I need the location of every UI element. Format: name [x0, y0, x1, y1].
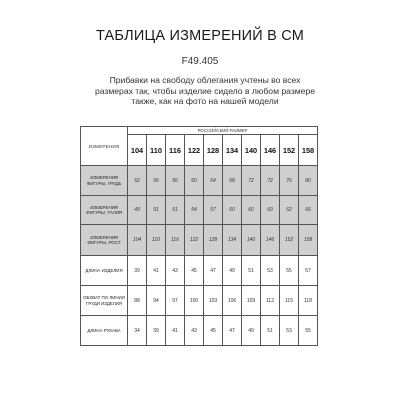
- measurement-row: [81, 225, 318, 256]
- measurement-value: 100: [185, 286, 204, 316]
- measurement-label: ИЗМЕРЕНИЯ ФИГУРЫ, РОСТ: [81, 225, 128, 256]
- fit-note: Прибавки на свободу облегания учтены во всех размерах так, чтобы изделие сидело в любом размере также, как на фото на нашей модели: [94, 75, 316, 106]
- measurement-value: 51: [147, 196, 166, 225]
- measurement-row: [81, 316, 318, 346]
- measurement-value: 60: [242, 196, 261, 225]
- measurement-value: 88: [128, 286, 147, 316]
- measurement-value: 51: [261, 316, 280, 346]
- measurement-value: 109: [242, 286, 261, 316]
- measurement-row: [81, 286, 318, 316]
- measurement-value: 94: [147, 286, 166, 316]
- measurement-value: 34: [128, 316, 147, 346]
- measurement-value: 152: [280, 225, 299, 256]
- size-134: 134: [223, 135, 242, 166]
- measurement-value: 140: [242, 225, 261, 256]
- measurement-label: ИЗМЕРЕНИЯ ФИГУРЫ, ГРУДЬ: [81, 166, 128, 196]
- measurement-value: 72: [242, 166, 261, 196]
- size-158: 158: [299, 135, 318, 166]
- measurement-value: 60: [261, 196, 280, 225]
- measurement-value: 45: [185, 256, 204, 286]
- size-128: 128: [204, 135, 223, 166]
- measurement-value: 43: [185, 316, 204, 346]
- measurement-value: 158: [299, 225, 318, 256]
- size-chart-table: [80, 126, 318, 346]
- measurement-label: ОБХВАТ ПО ЛИНИИ ГРУДИ ИЗДЕЛИЯ: [81, 286, 128, 316]
- measurement-value: 56: [147, 166, 166, 196]
- table-header-row: [81, 127, 318, 135]
- measurement-value: 106: [223, 286, 242, 316]
- size-116: 116: [166, 135, 185, 166]
- measurement-value: 76: [280, 166, 299, 196]
- measurement-value: 39: [128, 256, 147, 286]
- measurement-value: 62: [280, 196, 299, 225]
- measurement-value: 80: [299, 166, 318, 196]
- measurement-value: 104: [128, 225, 147, 256]
- size-146: 146: [261, 135, 280, 166]
- size-152: 152: [280, 135, 299, 166]
- measurement-value: 60: [223, 196, 242, 225]
- measurement-value: 72: [261, 166, 280, 196]
- measurement-value: 110: [147, 225, 166, 256]
- measurement-value: 53: [261, 256, 280, 286]
- measurement-value: 56: [166, 166, 185, 196]
- measurement-value: 57: [204, 196, 223, 225]
- measurement-value: 55: [280, 256, 299, 286]
- measurement-value: 68: [223, 166, 242, 196]
- measurement-value: 45: [204, 316, 223, 346]
- measurement-label: ДЛИНА ИЗДЕЛИЯ: [81, 256, 128, 286]
- measurement-label: ДЛИНА РУКАВА: [81, 316, 128, 346]
- size-110: 110: [147, 135, 166, 166]
- size-104: 104: [128, 135, 147, 166]
- measurement-value: 49: [223, 256, 242, 286]
- measurement-value: 53: [280, 316, 299, 346]
- measurement-value: 52: [128, 166, 147, 196]
- measurement-value: 103: [204, 286, 223, 316]
- measurement-value: 41: [166, 316, 185, 346]
- size-122: 122: [185, 135, 204, 166]
- measurement-value: 64: [204, 166, 223, 196]
- measurement-value: 115: [280, 286, 299, 316]
- measurement-row: [81, 256, 318, 286]
- measurement-label: ИЗМЕРЕНИЯ ФИГУРЫ, ТАЛИЯ: [81, 196, 128, 225]
- measurement-value: 41: [147, 256, 166, 286]
- article-number: F49.405: [181, 56, 219, 67]
- measurement-value: 39: [147, 316, 166, 346]
- measurement-value: 116: [166, 225, 185, 256]
- measurement-value: 49: [242, 316, 261, 346]
- measurement-value: 47: [223, 316, 242, 346]
- measurement-value: 47: [204, 256, 223, 286]
- measurement-value: 146: [261, 225, 280, 256]
- measurement-row: [81, 166, 318, 196]
- measurement-value: 54: [185, 196, 204, 225]
- measurement-value: 66: [299, 196, 318, 225]
- measurement-value: 51: [242, 256, 261, 286]
- measurement-value: 43: [166, 256, 185, 286]
- measurement-value: 49: [128, 196, 147, 225]
- measurement-value: 51: [166, 196, 185, 225]
- measurement-value: 122: [185, 225, 204, 256]
- measurement-row: [81, 196, 318, 225]
- measurement-value: 112: [261, 286, 280, 316]
- measurement-value: 60: [185, 166, 204, 196]
- measurement-value: 57: [299, 256, 318, 286]
- measurement-value: 134: [223, 225, 242, 256]
- measurement-value: 118: [299, 286, 318, 316]
- measurement-value: 97: [166, 286, 185, 316]
- measurements-header: ИЗМЕРЕНИЯ: [81, 127, 128, 166]
- size-140: 140: [242, 135, 261, 166]
- measurement-value: 128: [204, 225, 223, 256]
- page-title: ТАБЛИЦА ИЗМЕРЕНИЙ В СМ: [95, 28, 305, 44]
- russian-size-header: РОССИЙСКИЙ РАЗМЕР: [128, 127, 318, 135]
- measurement-value: 55: [299, 316, 318, 346]
